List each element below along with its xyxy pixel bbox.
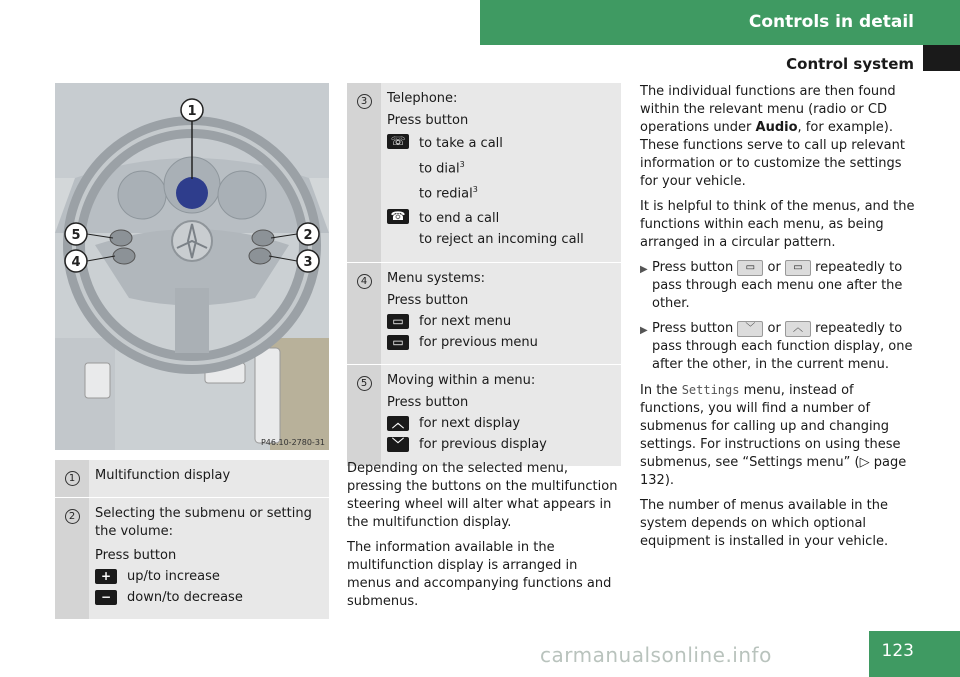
phone-pickup-icon: ☏ xyxy=(387,134,409,149)
legend-row xyxy=(347,263,621,365)
next-menu-icon: ▭ xyxy=(737,260,763,276)
legend-item-text: up/to increase xyxy=(127,569,220,584)
section-title: Controls in detail xyxy=(748,12,914,32)
bullet-arrow-icon: ▶ xyxy=(640,264,648,275)
paragraph: Depending on the selected menu, pressing the buttons on the multifunction steering wheel will alter what appears in the multifunction display. xyxy=(347,461,618,530)
legend-row xyxy=(55,460,329,498)
legend-item-text: to dial xyxy=(419,161,460,177)
callout-5: 5 xyxy=(71,228,81,243)
footnote-ref: 3 xyxy=(472,185,478,195)
press-button-label: Press button xyxy=(387,394,469,410)
phone-hangup-icon: ☎ xyxy=(387,209,409,224)
legend-number: 4 xyxy=(357,274,372,289)
section-tab xyxy=(923,45,960,71)
instruction-bullet: ▶ Press button ▭ or ▭ repeatedly to pass through each menu one after the other. xyxy=(640,260,903,311)
middle-column-text xyxy=(347,460,625,618)
legend-text: Telephone: xyxy=(387,91,458,106)
legend-item-text: for previous menu xyxy=(419,334,538,350)
steering-wheel-graphic xyxy=(55,83,329,450)
plus-icon: + xyxy=(95,569,117,584)
legend-item-text: for next menu xyxy=(419,313,512,329)
legend-text: Menu systems: xyxy=(387,270,485,286)
instruction-bullet: ▶ Press button ﹀ or ︿ repeatedly to pass through each function display, one after the other, in the current menu. xyxy=(640,321,913,372)
section-header xyxy=(480,0,960,45)
right-column-text xyxy=(640,83,918,558)
legend-number: 5 xyxy=(357,376,372,391)
legend-text: Multifunction display xyxy=(95,468,231,483)
paragraph: In the Settings menu, instead of functions, you will find a number of submenus for calling up and changing settings. For instructions on using these submenus, see “Settings menu” (▷ page 132). xyxy=(640,383,907,488)
paragraph: The number of menus available in the system depends on which optional equipment is installed in your vehicle. xyxy=(640,498,889,549)
legend-item-text: to redial xyxy=(419,186,473,202)
paragraph: The information available in the multifunction display is arranged in menus and accompanying functions and submenus. xyxy=(347,540,612,609)
paragraph: The individual functions are then found within the relevant menu (radio or CD operations under Audio, for example). These functions serve to call up relevant information or to customize the settings for your vehicle. xyxy=(640,84,905,189)
steering-wheel-illustration xyxy=(55,83,329,450)
legend-text: Selecting the submenu or setting the volume: xyxy=(95,506,312,539)
legend-item-text: for next display xyxy=(419,415,521,431)
legend-number: 3 xyxy=(357,94,372,109)
press-button-label: Press button xyxy=(387,113,469,128)
legend-item-text: for previous display xyxy=(419,436,547,452)
minus-icon: − xyxy=(95,590,117,605)
legend-item-text: to take a call xyxy=(419,136,503,151)
callout-4: 4 xyxy=(71,255,81,270)
legend-table-2 xyxy=(347,83,621,467)
bullet-arrow-icon: ▶ xyxy=(640,325,648,336)
legend-row xyxy=(55,498,329,620)
chevron-up-icon: ︿ xyxy=(785,321,811,337)
previous-menu-icon: ▭ xyxy=(387,335,409,350)
page-number-box xyxy=(869,631,960,677)
legend-item-text: down/to decrease xyxy=(127,590,243,605)
subsection-title: Control system xyxy=(786,55,914,73)
legend-row xyxy=(347,83,621,263)
callout-3: 3 xyxy=(303,255,313,270)
audio-label: Audio xyxy=(755,120,798,135)
chevron-down-icon: ﹀ xyxy=(737,321,763,337)
press-button-label: Press button xyxy=(387,292,469,308)
callout-1: 1 xyxy=(187,104,197,119)
previous-menu-icon: ▭ xyxy=(785,260,811,276)
legend-table-1 xyxy=(55,460,329,620)
next-menu-icon: ▭ xyxy=(387,314,409,329)
watermark: carmanualsonline.info xyxy=(540,643,772,667)
image-caption: P46.10-2780-31 xyxy=(260,438,325,447)
legend-item-text: to end a call xyxy=(419,210,500,226)
paragraph: It is helpful to think of the menus, and the functions within each menu, as being arranged in a circular pattern. xyxy=(640,199,915,250)
legend-number: 2 xyxy=(65,509,80,524)
legend-text: Moving within a menu: xyxy=(387,372,536,388)
legend-row xyxy=(347,365,621,467)
footnote-ref: 3 xyxy=(459,160,465,169)
chevron-down-icon: ﹀ xyxy=(387,437,409,452)
settings-menu-name: Settings xyxy=(681,383,740,397)
page-number: 123 xyxy=(881,641,914,661)
chevron-up-icon: ︿ xyxy=(387,416,409,431)
legend-number: 1 xyxy=(65,471,80,486)
legend-item-text: to reject an incoming call xyxy=(419,231,584,247)
callout-2: 2 xyxy=(303,228,313,243)
press-button-label: Press button xyxy=(95,548,177,563)
